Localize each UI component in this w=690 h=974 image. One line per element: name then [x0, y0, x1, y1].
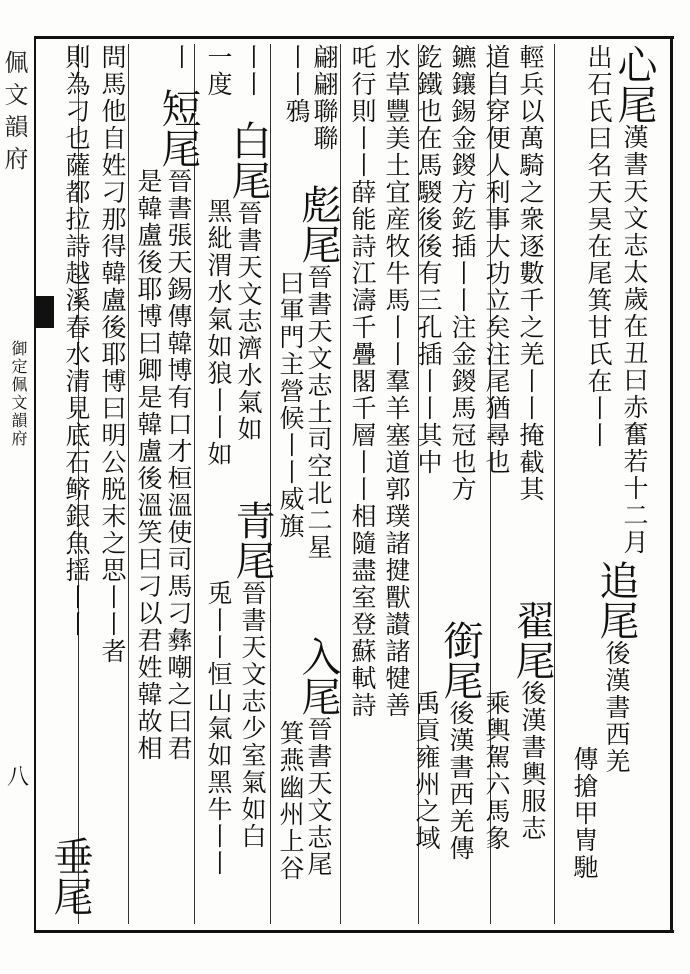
column-text: 是韓盧後耶博曰卿是韓盧後溫笑曰刁以君姓韓故相: [134, 168, 163, 762]
column-text: 吒行則丨丨薛能詩江濤千疊閣千層丨丨相隨盡室登蘇軾詩: [348, 44, 377, 719]
heading-note: 晉書天文志濟水氣如: [234, 200, 263, 443]
text-column-11: [234, 44, 270, 124]
right-border: [670, 36, 673, 933]
column-text: 輕兵以萬騎之衆逐數千之羌丨丨掩截其: [516, 44, 545, 503]
text-column-15: [58, 44, 94, 824]
column-text: 漢書天文志太歲在丑曰赤奮若十二月: [620, 124, 649, 556]
heading-note: 後漢書輿服志: [518, 680, 547, 842]
subtext-column: [478, 690, 514, 920]
column-text: 翩翩聯聯: [310, 44, 339, 152]
column-text: 一度: [204, 44, 233, 98]
heading-duan-wei: 短尾: [155, 88, 201, 168]
heading-column-di-wei: [509, 600, 555, 920]
column-text: 則為刁也薩都拉詩越溪春水清見底石鲚銀魚揺丨丨: [62, 44, 91, 638]
text-column-4: [478, 44, 514, 604]
column-text: 釳鐵也在馬騣後後有三孔插丨丨其中: [414, 44, 443, 476]
margin-sub-title: 御定佩文韻府: [9, 340, 28, 448]
column-text: 曰軍門主營候丨丨威旗: [276, 270, 305, 540]
subtext-column: [566, 746, 602, 916]
heading-note: 後漢書西羌傳: [446, 700, 475, 862]
column-divider: [554, 44, 555, 924]
heading-di-wei: 翟尾: [509, 600, 555, 680]
heading-note: 晉書天文志尾: [304, 716, 333, 878]
subtext-column: [272, 720, 308, 920]
margin-book-title: 佩文韻府: [0, 50, 28, 178]
subtext-column: [272, 270, 308, 610]
text-column-8: [344, 44, 380, 924]
text-column-12: [200, 44, 236, 154]
column-text: 鑣鑲錫金鍐方釳插丨丨注金鍐馬冠也方: [448, 44, 477, 503]
column-text: 問馬他自姓刁那得韓盧後耶博曰明公脱末之思丨丨者: [98, 44, 127, 665]
heading-xin-wei: 心尾: [611, 44, 657, 124]
heading-xian-wei: 銜尾: [437, 620, 483, 700]
heading-note: 晉書天文志少室氣如白: [238, 580, 267, 850]
text-column-3: [512, 44, 548, 604]
heading-note: 後漢書西羌: [602, 640, 631, 775]
heading-column-chui-wei: [47, 836, 93, 926]
heading-note: 晉書張天錫傳韓博有口才桓溫使司馬刁彝嘲之曰君: [164, 168, 193, 762]
heading-column-qing-wei: [229, 500, 275, 920]
text-column-7: [378, 44, 414, 924]
heading-ru-wei: 入尾: [295, 636, 341, 716]
column-text: 傳搶甲冑馳: [570, 746, 599, 881]
text-column-14: [94, 44, 130, 924]
column-text: 乘輿駕六馬象: [482, 690, 511, 852]
subtext-column: [200, 198, 236, 498]
top-border: [34, 36, 674, 39]
heading-biao-wei: 彪尾: [295, 184, 341, 264]
column-text: 禹貢雍州之域: [412, 690, 441, 852]
heading-column-zhui-wei: [593, 560, 639, 920]
column-text: 黑紕渭水氣如狼丨丨如: [204, 198, 233, 468]
column-text: 道自穿便人利事大功立矣注尾猶尋也: [482, 44, 511, 476]
bottom-border: [34, 930, 674, 933]
left-border: [34, 36, 36, 933]
heading-qing-wei: 青尾: [229, 500, 275, 580]
column-text: 丨丨: [238, 44, 267, 98]
column-text: 水草豐美土宜産牧牛馬丨丨羣羊塞道郭璞諸揵獸讃諸犍善: [382, 44, 411, 719]
column-text: 箕燕幽州上谷: [276, 720, 305, 882]
column-text: 丨: [166, 44, 195, 71]
text-column-5: [444, 44, 480, 604]
text-column-6: [410, 44, 446, 604]
text-column-10: [278, 44, 314, 154]
page-number: 八: [6, 765, 29, 790]
column-text: 出石氏曰名天昊在尾箕甘氏在丨丨: [584, 44, 613, 449]
heading-chui-wei: 垂尾: [47, 836, 93, 916]
subtext-column: [130, 168, 166, 920]
column-text: 兎丨丨恒山氣如黑牛丨丨: [204, 580, 233, 877]
heading-zhui-wei: 追尾: [593, 560, 639, 640]
heading-note: 晉書天文志: [304, 264, 333, 399]
heading-column-xian-wei: [437, 620, 483, 920]
column-text: 丨丨鴉: [282, 44, 311, 125]
fishtail-mark: [34, 296, 54, 328]
column-text: 土司空北二星: [304, 399, 333, 561]
heading-bai-wei: 白尾: [225, 120, 271, 200]
subtext-column: [200, 580, 236, 920]
